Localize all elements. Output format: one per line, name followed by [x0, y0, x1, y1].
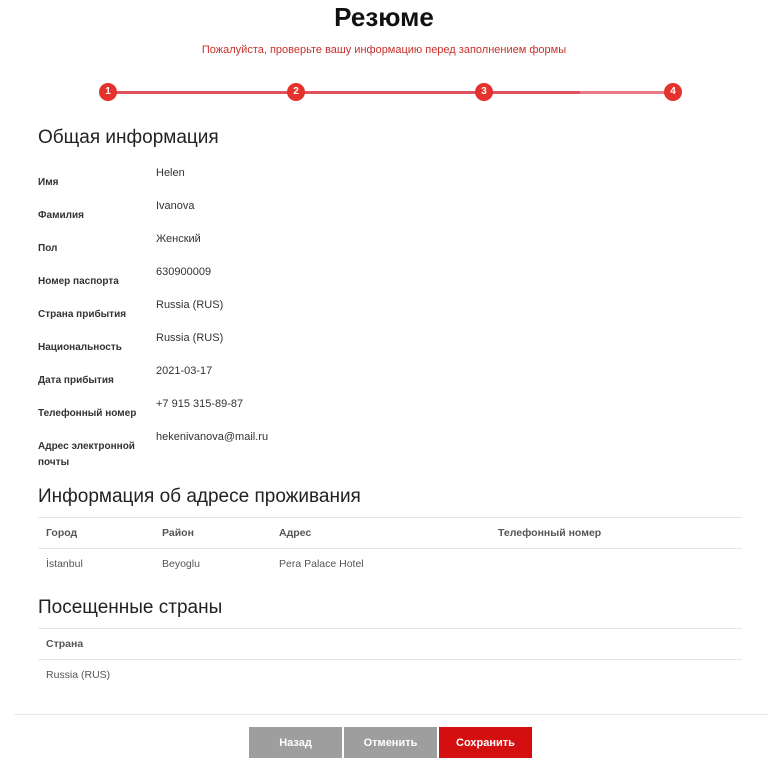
cancel-button[interactable]: Отменить [344, 727, 437, 758]
column-header: Район [154, 518, 271, 549]
step-1: 1 [99, 83, 117, 101]
step-4: 4 [664, 83, 682, 101]
progress-stepper [105, 83, 676, 101]
field-label: Телефонный номер [38, 408, 137, 419]
page-subtitle: Пожалуйста, проверьте вашу информацию перед заполнением формы [201, 44, 567, 56]
field-label: Фамилия [38, 210, 84, 221]
field-value: Russia (RUS) [156, 332, 224, 344]
general-info-heading: Общая информация [38, 127, 219, 148]
step-3: 3 [475, 83, 493, 101]
field-label: Пол [38, 243, 58, 254]
table-cell: Pera Palace Hotel [271, 549, 490, 580]
page-title: Резюме [334, 2, 434, 32]
visited-countries-heading: Посещенные страны [38, 597, 223, 618]
field-value: Ivanova [156, 200, 195, 212]
table-cell: İstanbul [38, 549, 154, 580]
field-value: Женский [156, 233, 201, 245]
table-cell: Russia (RUS) [38, 660, 742, 691]
field-value: Helen [156, 167, 185, 179]
countries-table [38, 628, 742, 691]
back-button[interactable]: Назад [249, 727, 342, 758]
field-value: hekenivanova@mail.ru [156, 431, 269, 443]
table-header-row [38, 518, 742, 549]
field-value: +7 915 315-89-87 [156, 398, 244, 410]
table-row [38, 660, 742, 691]
table-header-row [38, 629, 742, 660]
table-cell: Beyoglu [154, 549, 271, 580]
step-line-remaining [580, 91, 674, 94]
column-header: Адрес [271, 518, 490, 549]
field-label: Страна прибытия [38, 309, 127, 320]
field-label: Имя [38, 177, 59, 188]
address-heading: Информация об адресе проживания [38, 486, 361, 507]
column-header: Телефонный номер [490, 518, 742, 549]
table-row [38, 549, 742, 580]
field-value: Russia (RUS) [156, 299, 224, 311]
column-header: Страна [38, 629, 742, 660]
column-header: Город [38, 518, 154, 549]
field-label: Номер паспорта [38, 276, 119, 287]
field-value: 630900009 [156, 266, 212, 278]
field-value: 2021-03-17 [156, 365, 213, 377]
save-button[interactable]: Сохранить [439, 727, 532, 758]
divider [14, 714, 768, 715]
field-label: Национальность [38, 342, 122, 353]
step-line-completed [108, 91, 580, 94]
field-label: Дата прибытия [38, 375, 114, 386]
table-cell [490, 549, 742, 580]
step-2: 2 [287, 83, 305, 101]
address-table [38, 517, 742, 580]
field-label: Адрес электронной почты [38, 441, 135, 468]
